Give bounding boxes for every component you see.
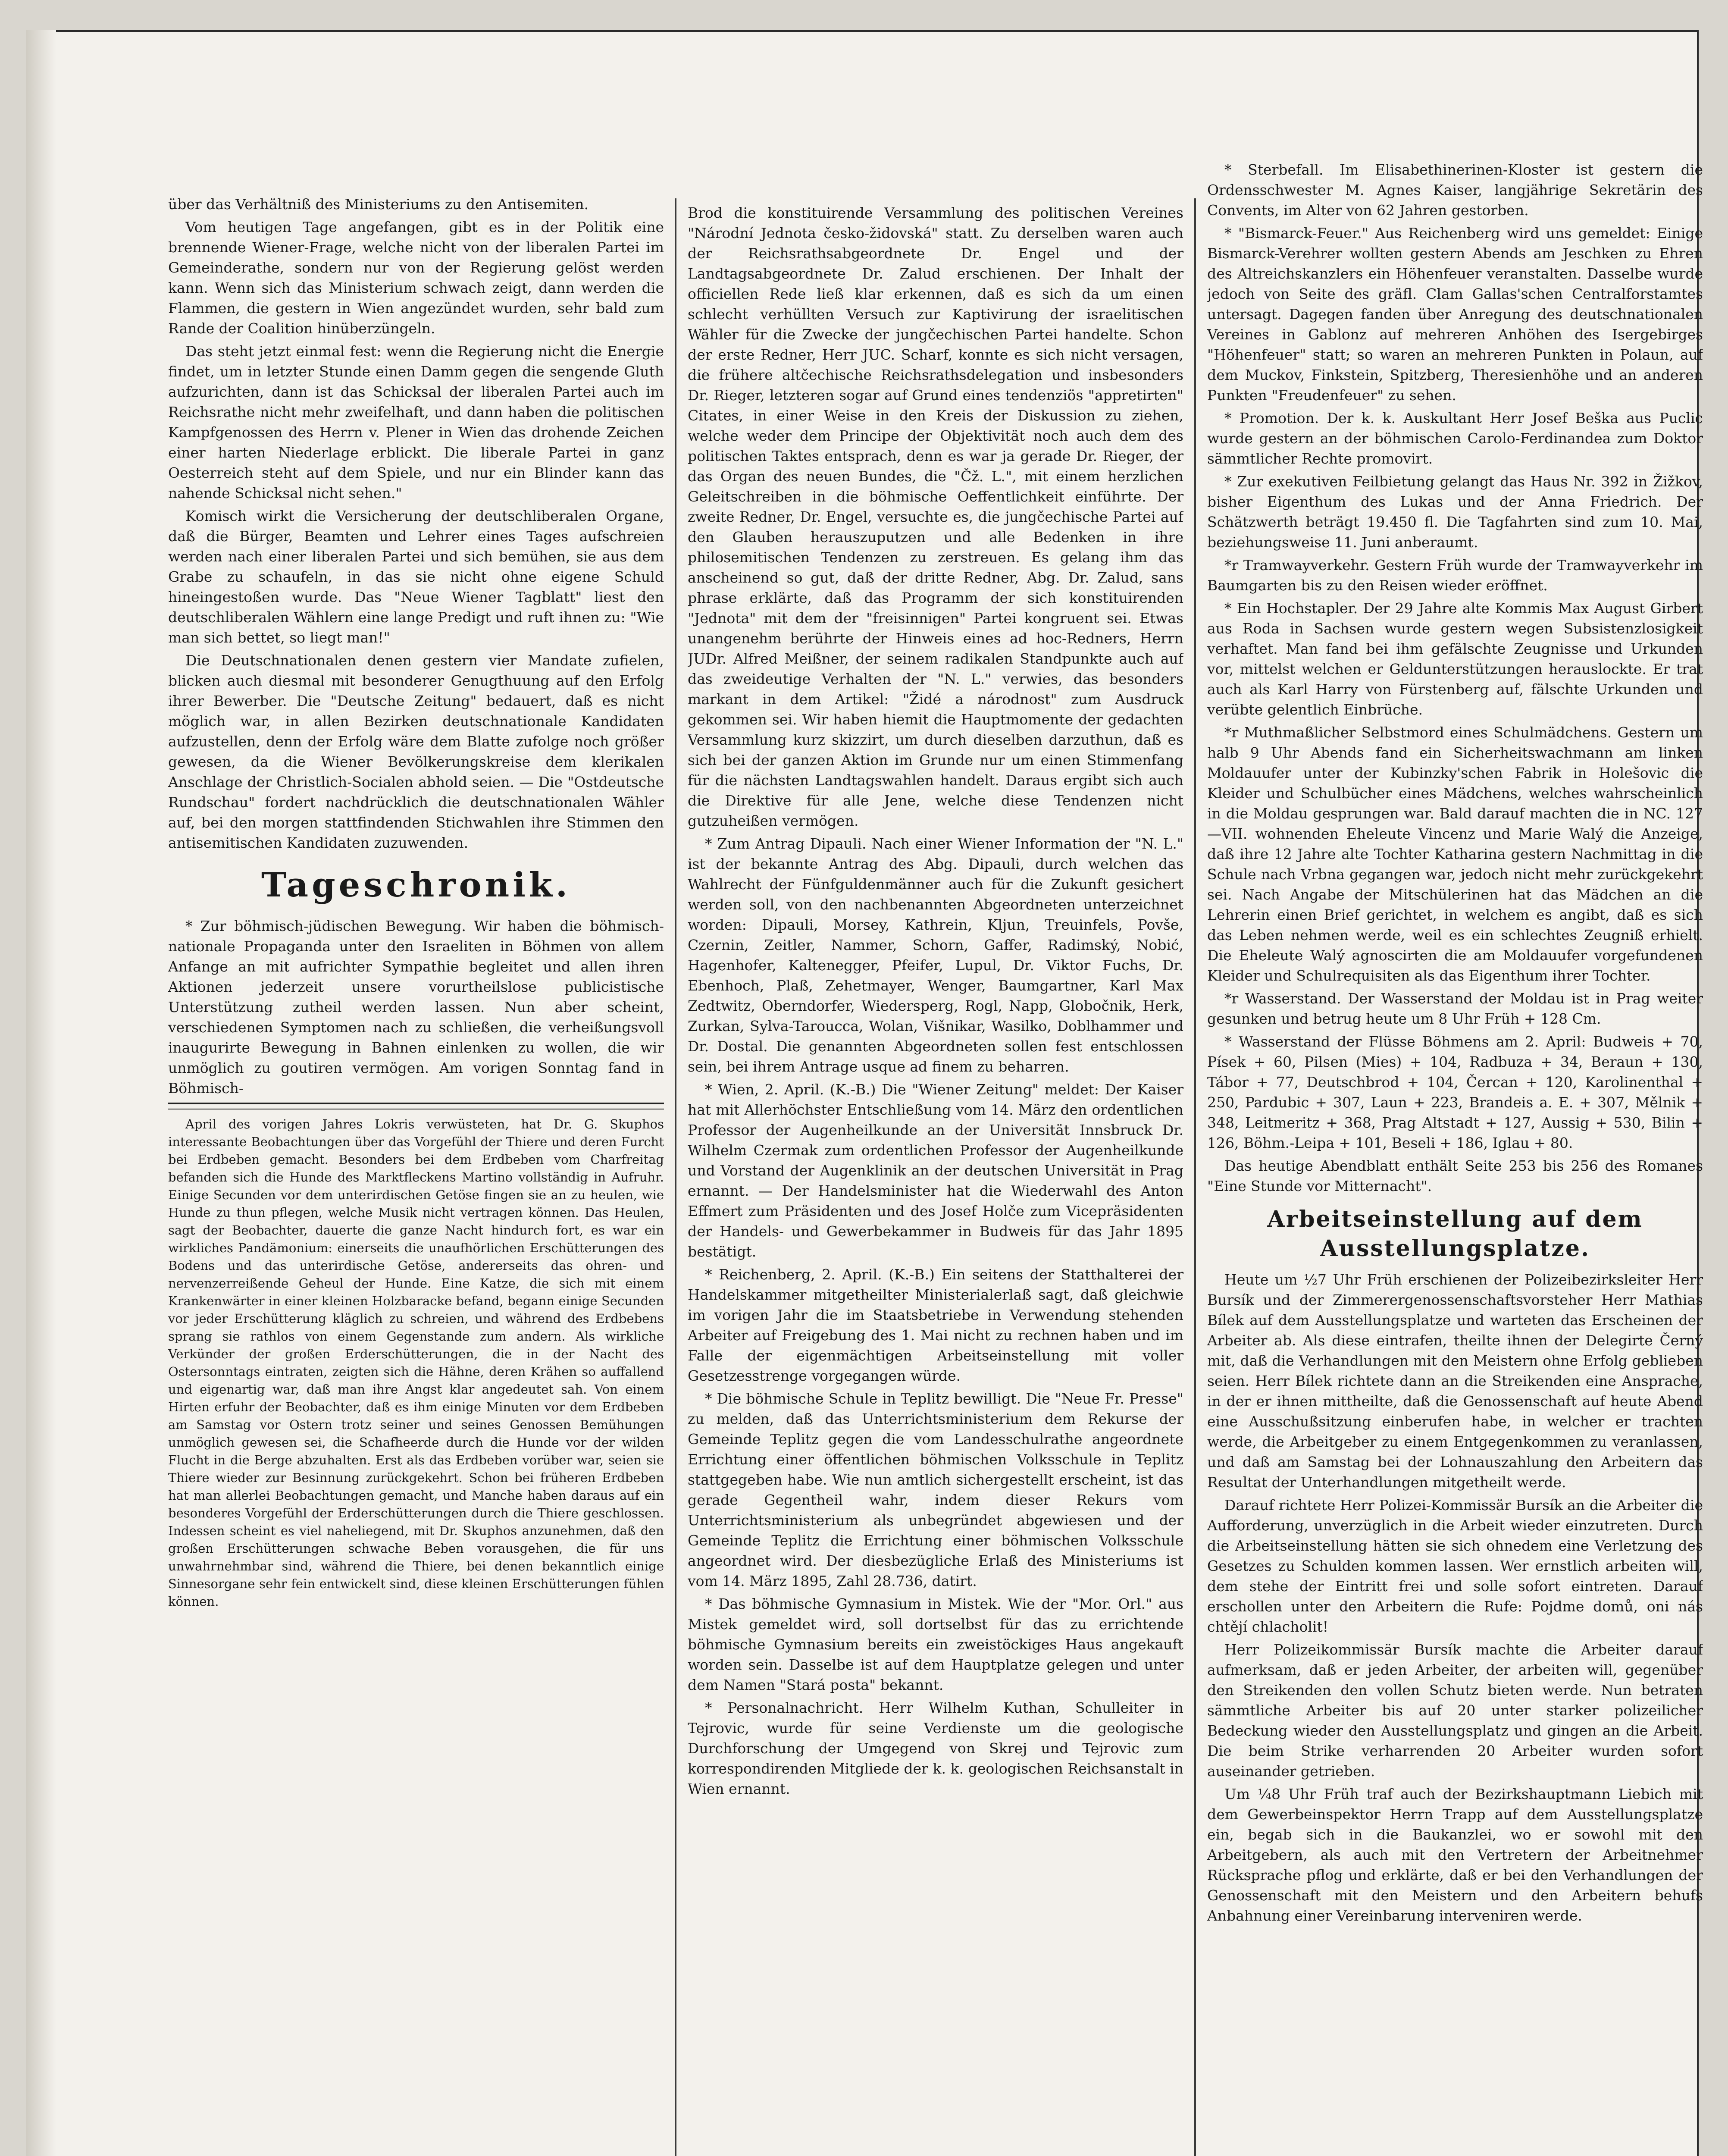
column-right (1207, 160, 1703, 2156)
paragraph: Heute um ½7 Uhr Früh erschienen der Polizeibezirksleiter Herr Bursík und der Zimmerergenossenschaftsvorsteher Herr Mathias Bílek auf dem Ausstellungsplatze und warteten das Erscheinen der Arbeiter ab. Als diese eintrafen, theilte ihnen der Delegirte Černý mit, daß die Verhandlungen mit den Meistern ohne Erfolg geblieben seien. Herr Bílek richtete dann an die Streikenden eine Ansprache, in der er ihnen mittheilte, daß die Genossenschaft auf heute Abend eine Ausschußsitzung einberufen habe, in welcher er trachten werde, die Arbeitgeber zu einem Entgegenkommen zu veranlassen, und daß am Samstag bei der Lohnauszahlung den Arbeitern das Resultat der Unterhandlungen mitgetheilt werde. (1207, 1271, 1703, 1491)
column-left (168, 194, 664, 2156)
paragraph: * Zum Antrag Dipauli. Nach einer Wiener Information der "N. L." ist der bekannte Antrag des Abg. Dipauli, durch welchen das Wahlrecht der Fünfguldenmänner auch für die Zukunft gesichert werden soll, von den nachbenannten Abgeordneten unterzeichnet worden: Dipauli, Morsey, Kathrein, Kljun, Treuinfels, Povše, Czernin, Zeitler, Nammer, Schorn, Gaffer, Radimský, Nobić, Hagenhofer, Kaltenegger, Pfeifer, Lupul, Dr. Viktor Fuchs, Dr. Ebenhoch, Plaß, Zehetmayer, Wenger, Baumgartner, Karl Max Zedtwitz, Oberndorfer, Wiedersperg, Rogl, Napp, Globočnik, Herk, Zurkan, Sylva-Taroucca, Wolan, Višnikar, Wasilko, Doblhammer und Dr. Dostal. Die genannten Abgeordneten sollen fest entschlossen sein, bei ihrem Antrage usque ad finem zu beharren. (688, 835, 1183, 1075)
paragraph: * Wasserstand der Flüsse Böhmens am 2. April: Budweis + 70, Písek + 60, Pilsen (Mies) + 104, Radbuza + 34, Beraun + 130, Tábor + 77, Deutschbrod + 104, Čercan + 120, Karolinenthal + 250, Pardubic + 307, Laun + 223, Brandeis a. E. + 307, Mělnik + 348, Leitmeritz + 368, Prag Altstadt + 127, Aussig + 530, Bilin + 126, Böhm.-Leipa + 101, Beseli + 186, Iglau + 80. (1207, 1033, 1703, 1151)
paragraph: April des vorigen Jahres Lokris verwüsteten, hat Dr. G. Skuphos interessante Beobachtungen über das Vorgefühl der Thiere und deren Furcht bei Erdbeben gemacht. Besonders bei dem Erdbeben vom Charfreitag befanden sich die Hunde des Marktfleckens Martino vollständig in Aufruhr. Einige Secunden vor dem unterirdischen Getöse fingen sie an zu heulen, wie Hunde zu thun pflegen, welche Musik nicht vertragen können. Das Heulen, sagt der Beobachter, dauerte die ganze Nacht hindurch fort, es war ein wirkliches Pandämonium: einerseits die unaufhörlichen Erschütterungen des Bodens und das unterirdische Getöse, andererseits das ohren- und nervenzerreißende Geheul der Hunde. Eine Katze, die sich mit einem Krankenwärter in einer kleinen Holzbaracke befand, begann einige Secunden vor jeder Erschütterung kläglich zu schreien, und während des Erdbebens sprang sie rathlos von einem Gegenstande zum andern. Als wirkliche Verkünder der großen Erderschütterungen, die in der Nacht des Ostersonntags eintraten, zeigten sich die Hähne, deren Krähen so auffallend und eigenartig war, daß man ihre Angst klar angedeutet sah. Von einem Hirten erfuhr der Beobachter, daß es ihm einige Minuten vor dem Erdbeben am Samstag vor Ostern trotz seiner und seines Genossen Bemühungen unmöglich gewesen sei, die Schafheerde durch die Hunde vor der wilden Flucht in die Berge abzuhalten. Erst als das Erdbeben vorüber war, seien sie Thiere wieder zur Besinnung zurückgekehrt. Schon bei früheren Erdbeben hat man allerlei Beobachtungen gemacht, und Manche haben daraus auf ein besonderes Vorgefühl der Erderschütterungen durch die Thiere geschlossen. Indessen scheint es viel naheliegend, mit Dr. Skuphos anzunehmen, daß den großen Erschütterungen schwache Beben vorausgehen, die für uns unwahrnehmbar sind, während die Thiere, bei denen bekanntlich einige Sinnesorgane sehr fein entwickelt sind, diese kleinen Erschütterungen fühlen können. (168, 1117, 664, 1609)
newspaper-page (26, 30, 1703, 2156)
paragraph: * Personalnachricht. Herr Wilhelm Kuthan, Schulleiter in Tejrovic, wurde für seine Verdienste um die geologische Durchforschung der Umgegend von Skrej und Tejrovic zum korrespondirenden Mitgliede der k. k. geologischen Reichsanstalt in Wien ernannt. (688, 1699, 1183, 1797)
paragraph: * Promotion. Der k. k. Auskultant Herr Josef Beška aus Puclic wurde gestern an der böhmischen Carolo-Ferdinandea zum Doktor sämmtlicher Rechte promovirt. (1207, 410, 1703, 467)
paragraph: Um ¼8 Uhr Früh traf auch der Bezirkshauptmann Liebich mit dem Gewerbeinspektor Herrn Trapp auf dem Ausstellungsplatze ein, begab sich in die Baukanzlei, wo er sowohl mit den Arbeitgebern, als auch mit den Vertretern der Arbeitnehmer Rücksprache pflog und erklärte, daß er bei den Verhandlungen der Genossenschaft mit den Meistern und den Arbeitern behufs Anbahnung einer Vereinbarung interveniren werde. (1207, 1786, 1703, 1924)
paragraph: * Zur böhmisch-jüdischen Bewegung. Wir haben die böhmisch-nationale Propaganda unter den Israeliten in Böhmen von allem Anfange an mit aufrichter Sympathie begleitet und allen ihren Aktionen jederzeit unsere vorurtheilslose publicistische Unterstützung zutheil werden lassen. Nun aber scheint, verschiedenen Symptomen nach zu schließen, die verheißungsvoll inaugurirte Bewegung in Bahnen einlenken zu wollen, die wir unmöglich zu goutiren vermögen. Am vorigen Sonntag fand in Böhmisch- (168, 918, 664, 1097)
paragraph: Brod die konstituirende Versammlung des politischen Vereines "Národní Jednota česko-židovská" statt. Zu derselben waren auch der Reichsrathsabgeordnete Dr. Engel und der Landtagsabgeordnete Dr. Zalud erschienen. Der Inhalt der officiellen Rede ließ klar erkennen, daß es sich da um einen schlecht verhüllten Versuch zur Kaptivirung der israelitischen Wähler für die Zwecke der jungčechischen Partei handelte. Schon der erste Redner, Herr JUC. Scharf, konnte es sich nicht versagen, die frühere altčechische Reichsrathsdelegation und insbesonders Dr. Rieger, letzteren sogar auf Grund eines tendenziös "appretirten" Citates, in einer Weise in den Kreis der Diskussion zu ziehen, welche weder dem Principe der Objektivität noch auch dem des politischen Taktes entsprach, denn es war ja gerade Dr. Rieger, der das Organ des neuen Bundes, die "Čž. L.", mit einem herzlichen Geleitschreiben in die böhmische Oeffentlichkeit einführte. Der zweite Redner, Dr. Engel, versuchte es, die jungčechische Partei auf den Glauben herauszuputzen und alle Bedenken in ihre philosemitischen Tendenzen zu zerstreuen. Es gelang ihm das anscheinend so gut, daß der dritte Redner, Abg. Dr. Zalud, sans phrase erklärte, daß das Programm der sich konstituirenden "Jednota" mit dem der "freisinnigen" Partei kongruent sei. Etwas unangenehm berührte der Hinweis eines ad hoc-Redners, Herrn JUDr. Alfred Meißner, der seinem radikalen Standpunkte auch auf das zweideutige Verhalten der "N. L." verwies, das besonders markant in dem Artikel: "Židé a národnost" zum Ausdruck gekommen sei. Wir haben hiemit die Hauptmomente der gedachten Versammlung kurz skizzirt, um durch dieselben darzuthun, daß es sich bei der ganzen Aktion im Grunde nur um einen Stimmenfang für die nächsten Landtagswahlen handelt. Daraus ergibt sich auch die Direktive für alle Jene, welche diese Tendenzen nicht gutzuheißen vermögen. (688, 204, 1183, 829)
paragraph: Komisch wirkt die Versicherung der deutschliberalen Organe, daß die Bürger, Beamten und Lehrer eines Tages aufschreien werden nach einer liberalen Partei und sich bemühen, sie aus dem Grabe zu schaufeln, in das sie nicht ohne eigene Schuld hineingestoßen wurde. Das "Neue Wiener Tagblatt" liest den deutschliberalen Wählern eine lange Predigt und ruft ihnen zu: "Wie man sich bettet, so liegt man!" (168, 508, 664, 646)
paragraph: * Die böhmische Schule in Teplitz bewilligt. Die "Neue Fr. Presse" zu melden, daß das Unterrichtsministerium dem Rekurse der Gemeinde Teplitz gegen die vom Landesschulrathe angeordnete Errichtung einer öffentlichen böhmischen Volksschule in Teplitz stattgegeben habe. Wie nun amtlich sichergestellt erscheint, ist das gerade Gegentheil wahr, indem dieser Rekurs vom Unterrichtsministerium als unbegründet abgewiesen und der Gemeinde Teplitz die Errichtung einer böhmischen Volksschule angeordnet wird. Der diesbezügliche Erlaß des Ministeriums ist vom 14. März 1895, Zahl 28.736, datirt. (688, 1390, 1183, 1589)
paragraph: * Zur exekutiven Feilbietung gelangt das Haus Nr. 392 in Žižkov, bisher Eigenthum des Lukas und der Anna Friedrich. Der Schätzwerth beträgt 19.450 fl. Die Tagfahrten sind zum 10. Mai, beziehungsweise 11. Juni anberaumt. (1207, 473, 1703, 551)
paragraph: Darauf richtete Herr Polizei-Kommissär Bursík an die Arbeiter die Aufforderung, unverzüglich in die Arbeit wieder einzutreten. Durch die Arbeitseinstellung hätten sie sich ohnedem eine Verletzung des Gesetzes zu Schulden kommen lassen. Wer ernstlich arbeiten will, dem stehe der Eintritt frei und solle sofort eintreten. Darauf erschollen unter den Arbeitern die Rufe: Pojdme domů, oni nás chtějí chlacholit! (1207, 1497, 1703, 1635)
paragraph: Vom heutigen Tage angefangen, gibt es in der Politik eine brennende Wiener-Frage, welche nicht von der liberalen Partei im Gemeinderathe, sondern nur von der Regierung gelöst werden kann. Wenn sich das Ministerium schwach zeigt, dann werden die Flammen, die gestern in Wien angezündet wurden, sehr bald zum Rande der Coalition hinüberzüngeln. (168, 219, 664, 337)
paragraph: * Reichenberg, 2. April. (K.-B.) Ein seitens der Statthalterei der Handelskammer mitgetheilter Ministerialerlaß sagt, daß gleichwie im vorigen Jahr die im Staatsbetriebe in Verwendung stehenden Arbeiter auf Freigebung des 1. Mai nicht zu rechnen haben und im Falle der eigenmächtigen Arbeitseinstellung mit voller Gesetzesstrenge vorgegangen würde. (688, 1266, 1183, 1384)
paragraph: *r Wasserstand. Der Wasserstand der Moldau ist in Prag weiter gesunken und betrug heute um 8 Uhr Früh + 128 Cm. (1207, 990, 1703, 1027)
paragraph: * Ein Hochstapler. Der 29 Jahre alte Kommis Max August Girbert aus Roda in Sachsen wurde gestern wegen Subsistenzlosigkeit verhaftet. Man fand bei ihm gefälschte Zeugnisse und Urkunden vor, mittelst welchen er Geldunterstützungen herauslockte. Er trat auch als Karl Harry von Fürstenberg auf, fälschte Urkunden und verübte gelentlich Einbrüche. (1207, 600, 1703, 718)
paragraph: Die Deutschnationalen denen gestern vier Mandate zufielen, blicken auch diesmal mit besonderer Genugthuung auf den Erfolg ihrer Bewerber. Die "Deutsche Zeitung" bedauert, daß es nicht möglich war, in allen Bezirken deutschnationale Kandidaten aufzustellen, denn der Erfolg wäre dem Blatte zufolge noch größer gewesen, da die Wiener Bevölkerungskreise dem klerikalen Anschlage der Christlich-Socialen abhold seien. — Die "Ostdeutsche Rundschau" fordert nachdrücklich die deutschnationalen Wähler auf, bei den morgen stattfindenden Stichwahlen ihre Stimmen den antisemitischen Kandidaten zuzuwenden. (168, 652, 664, 851)
paragraph: *r Tramwayverkehr. Gestern Früh wurde der Tramwayverkehr im Baumgarten bis zu den Reisen wieder eröffnet. (1207, 557, 1703, 594)
paragraph: * Das böhmische Gymnasium in Mistek. Wie der "Mor. Orl." aus Mistek gemeldet wird, soll dortselbst für das zu errichtende böhmische Gymnasium bereits ein zweistöckiges Haus angekauft worden sein. Dasselbe ist auf dem Hauptplatze gelegen und unter dem Namen "Stará posta" bekannt. (688, 1595, 1183, 1693)
paragraph: Herr Polizeikommissär Bursík machte die Arbeiter darauf aufmerksam, daß er jeden Arbeiter, der arbeiten will, gegenüber den Streikenden den vollen Schutz bieten werde. Nun betraten sämmtliche Arbeiter bis auf 20 unter starker polizeilicher Bedeckung wieder den Ausstellungsplatz und gingen an die Arbeit. Die beim Strike verharrenden 20 Arbeiter wurden sofort auseinander getrieben. (1207, 1641, 1703, 1780)
paragraph: * Sterbefall. Im Elisabethinerinen-Kloster ist gestern die Ordensschwester M. Agnes Kaiser, langjährige Sekretärin des Convents, im Alter von 62 Jahren gestorben. (1207, 161, 1703, 219)
column-rule (675, 198, 676, 2156)
paragraph: *r Muthmaßlicher Selbstmord eines Schulmädchens. Gestern um halb 9 Uhr Abends fand ein Sicherheitswachmann am linken Moldauufer unter der Kubinzky'schen Fabrik in Holešovic die Kleider und Schulbücher eines Mädchens, welches wahrscheinlich in die Moldau gesprungen war. Bald darauf machten die in NC. 127—VII. wohnenden Eheleute Vincenz und Marie Walý die Anzeige, daß ihre 12 Jahre alte Tochter Katharina gestern Nachmittag in die Schule nach Vrbna gegangen war, jedoch nicht mehr zurückgekehrt sei. Nach Angabe der Mitschülerinen hat das Mädchen an die Lehrerin einen Brief gerichtet, in welchem es angibt, daß es sich das Leben nehmen werde, weil es ein schlechtes Zeugniß erhielt. Die Eheleute Walý agnoscirten die am Moldauufer vorgefundenen Kleider und Schulrequisiten als das Eigenthum ihrer Tochter. (1207, 724, 1703, 984)
paragraph: Das steht jetzt einmal fest: wenn die Regierung nicht die Energie findet, um in letzter Stunde einen Damm gegen die sengende Gluth aufzurichten, dann ist das Schicksal der liberalen Partei auch im Reichsrathe nicht mehr zweifelhaft, und dann haben die politischen Kampfgenossen des Herrn v. Plener in Wien das drohende Zeichen einer harten Niederlage erblickt. Die liberale Partei in ganz Oesterreich steht auf dem Spiele, und nur ein Blinder kann das nahende Schicksal nicht sehen." (168, 343, 664, 501)
paragraph: Das heutige Abendblatt enthält Seite 253 bis 256 des Romanes "Eine Stunde vor Mitternacht". (1207, 1157, 1703, 1194)
paragraph: * "Bismarck-Feuer." Aus Reichenberg wird uns gemeldet: Einige Bismarck-Verehrer wollten gestern Abends am Jeschken zu Ehren des Altreichskanzlers ein Höhenfeuer veranstalten. Dasselbe wurde jedoch von Seite des gräfl. Clam Gallas'schen Centralforstamtes untersagt. Dagegen fanden über Anregung des deutschnationalen Vereines in Gablonz auf mehreren Anhöhen des Isergebirges "Höhenfeuer" statt; so waren an mehreren Punkten in Polaun, auf dem Muckov, Finkstein, Spitzberg, Theresienhöhe und an anderen Punkten "Freudenfeuer" zu sehen. (1207, 225, 1703, 404)
column-middle (688, 203, 1183, 2156)
article-heading: Arbeitseinstellung auf dem Ausstellungsplatze. (1267, 1206, 1643, 1262)
paragraph: * Wien, 2. April. (K.-B.) Die "Wiener Zeitung" meldet: Der Kaiser hat mit Allerhöchster Entschließung vom 14. März den ordentlichen Professor der Augenheilkunde an der Universität Innsbruck Dr. Wilhelm Czermak zum ordentlichen Professor der Augenheilkunde und Vorstand der Augenklinik an der deutschen Universität in Prag ernannt. — Der Handelsminister hat die Wiederwahl des Anton Effmert zum Präsidenten und des Josef Holče zum Vicepräsidenten der Handels- und Gewerbekammer in Budweis für das Jahr 1895 bestätigt. (688, 1081, 1183, 1260)
section-heading: Tageschronik. (261, 865, 571, 905)
page-fold-shadow (26, 30, 56, 2156)
paragraph: über das Verhältniß des Ministeriums zu den Antisemiten. (168, 196, 589, 213)
column-rule (1194, 198, 1196, 2156)
feuilleton-divider (168, 1103, 664, 1109)
